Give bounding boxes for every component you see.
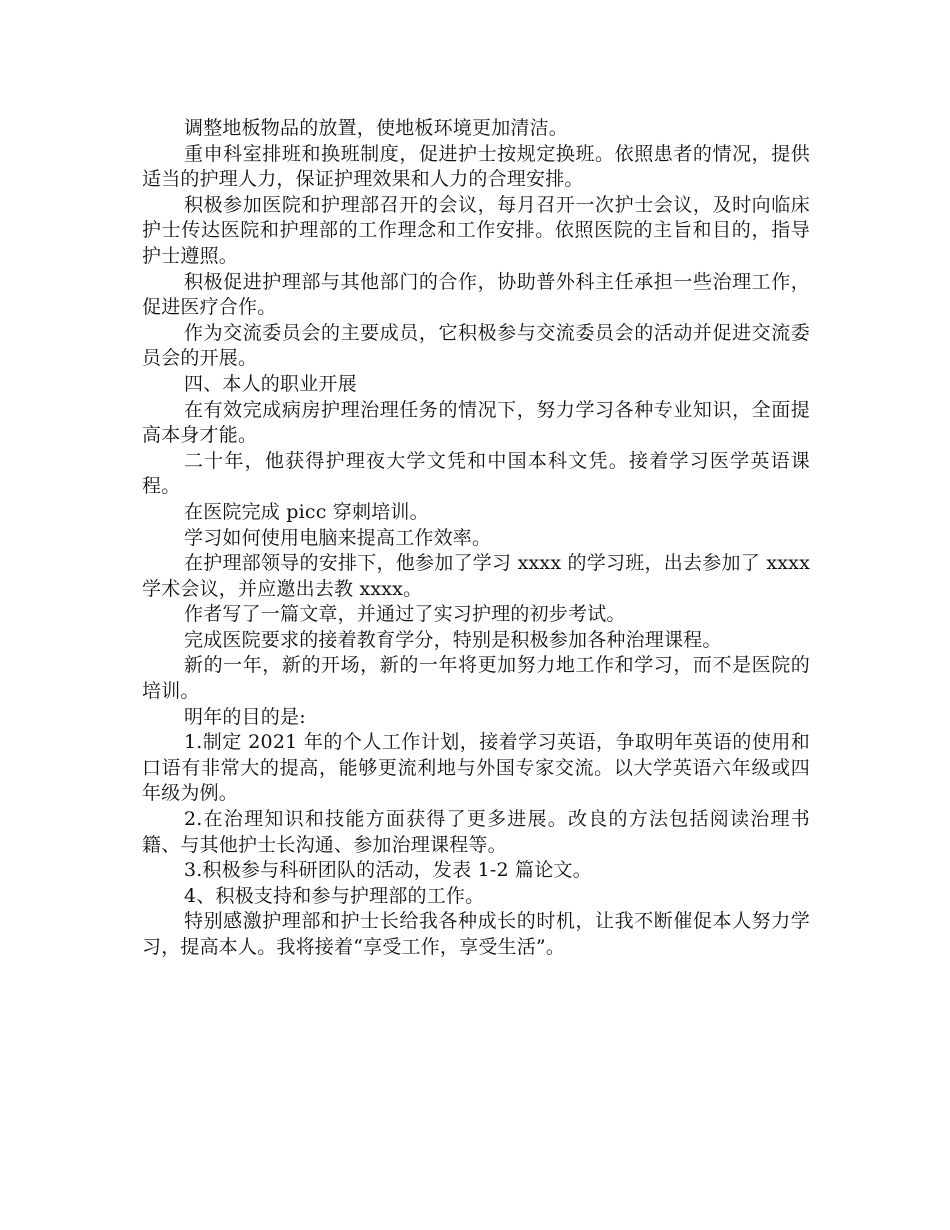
goal-item-3: 3.积极参与科研团队的活动，发表 1-2 篇论文。 [184, 859, 592, 882]
paragraph-professional-study: 在有效完成病房护理治理任务的情况下，努力学习各种专业知识，全面提高本身才能。 [142, 398, 810, 447]
paragraph-study-class: 在护理部领导的安排下，他参加了学习 xxxx 的学习班，出去参加了 xxxx 学术会议，并应邀出去教 xxxx。 [142, 552, 810, 600]
document-body [142, 116, 810, 961]
goal-item-2: 2.在治理知识和技能方面获得了更多进展。改良的方法包括阅读治理书籍、与其他护士长沟通、参加治理课程等。 [142, 808, 810, 856]
paragraph-computer-skills: 学习如何使用电脑来提高工作效率。 [184, 526, 492, 549]
paragraph-picc-training: 在医院完成 picc 穿刺培训。 [184, 500, 429, 523]
section-heading-career-development: 四、本人的职业开展 [184, 372, 357, 395]
paragraph-gratitude: 特别感激护理部和护士长给我各种成长的时机，让我不断催促本人努力学习，提高本人。我将接着“享受工作，享受生活”。 [142, 910, 810, 958]
paragraph-article-exam: 作者写了一篇文章，并通过了实习护理的初步考试。 [184, 603, 626, 626]
paragraph-continuing-education: 完成医院要求的接着教育学分，特别是积极参加各种治理课程。 [184, 628, 722, 651]
paragraph-floor-cleanliness: 调整地板物品的放置，使地板环境更加清洁。 [184, 117, 569, 139]
paragraph-new-year: 新的一年，新的开场，新的一年将更加努力地工作和学习，而不是医院的培训。 [142, 654, 810, 703]
paragraph-meetings: 积极参加医院和护理部召开的会议，每月召开一次护士会议，及时向临床护士传达医院和护理部的工作理念和工作安排。依照医院的主旨和目的，指导护士遵照。 [142, 193, 810, 267]
paragraph-exchange-committee: 作为交流委员会的主要成员，它积极参与交流委员会的活动并促进交流委员会的开展。 [142, 321, 810, 370]
paragraph-shift-system: 重申科室排班和换班制度，促进护士按规定换班。依照患者的情况，提供适当的护理人力，保证护理效果和人力的合理安排。 [142, 142, 810, 191]
paragraph-diplomas: 二十年，他获得护理夜大学文凭和中国本科文凭。接着学习医学英语课程。 [142, 449, 810, 498]
paragraph-department-cooperation: 积极促进护理部与其他部门的合作，协助普外科主任承担一些治理工作，促进医疗合作。 [142, 270, 810, 319]
paragraph-goals-intro: 明年的目的是: [184, 705, 306, 728]
goal-item-1: 1.制定 2021 年的个人工作计划，接着学习英语，争取明年英语的使用和口语有非常大的提高，能够更流利地与外国专家交流。以大学英语六年级或四年级为例。 [142, 731, 810, 805]
goal-item-4: 4、积极支持和参与护理部的工作。 [184, 884, 485, 907]
